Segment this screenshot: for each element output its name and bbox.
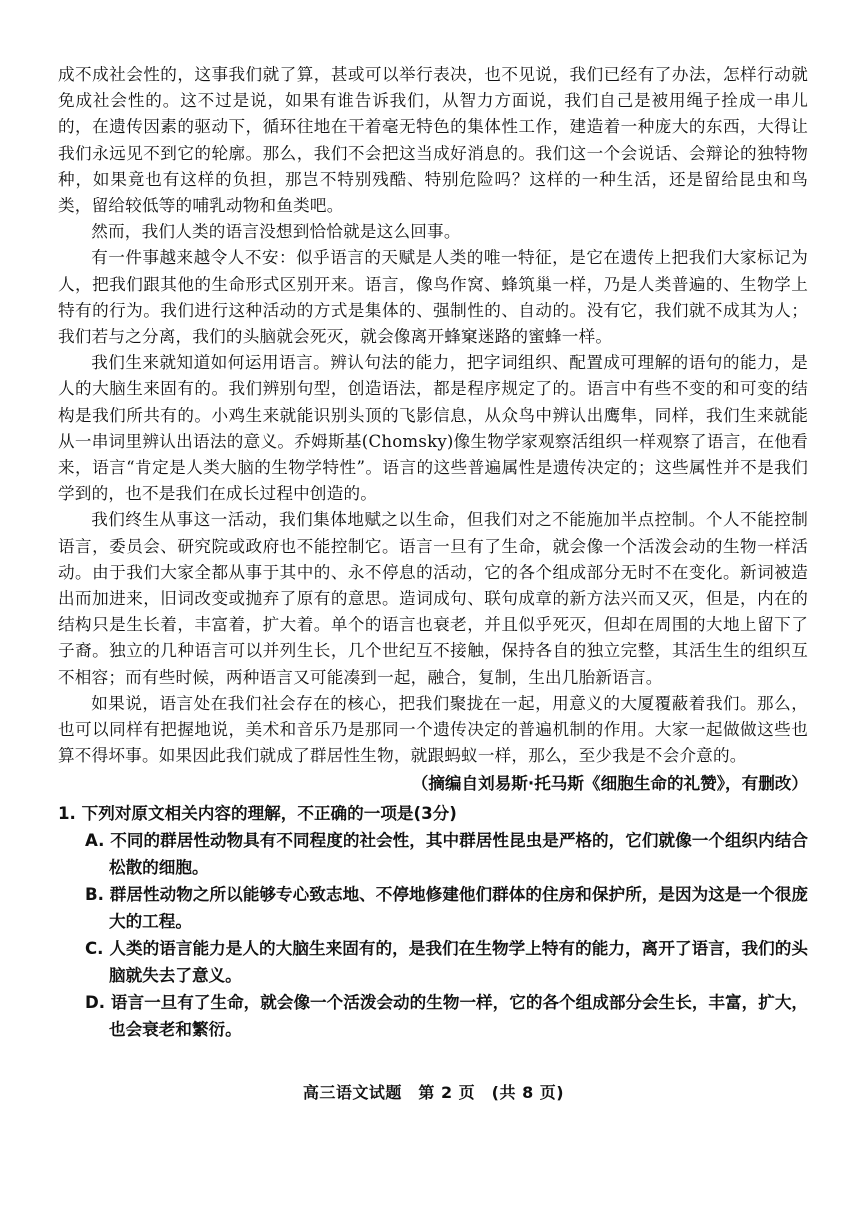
option-label: A. <box>85 830 105 850</box>
option-a <box>85 827 808 881</box>
passage-paragraph-6: 如果说，语言处在我们社会存在的核心，把我们聚拢在一起，用意义的大厦覆蔽着我们。那么，也可以同样有把握地说，美术和音乐乃是那同一个遗传决定的普遍机制的作用。大家一起做做这些也算不得坏事。如果因此我们就成了群居性生物，就跟蚂蚁一样，那么，至少我是不会介意的。 <box>58 693 808 766</box>
option-label: D. <box>85 992 106 1012</box>
option-label: C. <box>85 938 104 958</box>
option-text: 群居性动物之所以能够专心致志地、不停地修建他们群体的住房和保护所，是因为这是一个很庞大的工程。 <box>109 884 808 931</box>
passage <box>58 62 808 798</box>
option-c <box>85 935 808 989</box>
option-text: 语言一旦有了生命，就会像一个活泼会动的生物一样，它的各个组成部分会生长，丰富，扩大，也会衰老和繁衍。 <box>109 992 809 1039</box>
option-text: 不同的群居性动物具有不同程度的社会性，其中群居性昆虫是严格的，它们就像一个组织内结合松散的细胞。 <box>109 830 808 877</box>
passage-paragraph-4: 我们生来就知道如何运用语言。辨认句法的能力，把字词组织、配置成可理解的语句的能力，是人的大脑生来固有的。我们辨别句型，创造语法，都是程序规定了的。语言中有些不变的和可变的结构是我们所共有的。小鸡生来就能识别头顶的飞影信息，从众鸟中辨认出鹰隼，同样，我们生来就能从一串词里辨认出语法的意义。乔姆斯基(Chomsky)像生物学家观察活组织一样观察了语言，在他看来，语言“肯定是人类大脑的生物学特性”。语言的这些普遍属性是遗传决定的；这些属性并不是我们学到的，也不是我们在成长过程中创造的。 <box>58 353 808 504</box>
passage-paragraph-5: 我们终生从事这一活动，我们集体地赋之以生命，但我们对之不能施加半点控制。个人不能控制语言，委员会、研究院或政府也不能控制它。语言一旦有了生命，就会像一个活泼会动的生物一样活动。由于我们大家全都从事于其中的、永不停息的活动，它的各个组成部分无时不在变化。新词被造出而加进来，旧词改变或抛弃了原有的意思。造词成句、联句成章的新方法兴而又灭，但是，内在的结构只是生长着，丰富着，扩大着。单个的语言也衰老，并且似乎死灭，但却在周围的大地上留下了子裔。独立的几种语言可以并列生长，几个世纪互不接触，保持各自的独立完整，其活生生的组织互不相容；而有些时候，两种语言又可能凑到一起，融合，复制，生出几胎新语言。 <box>58 510 808 687</box>
question-stem: 1. 下列对原文相关内容的理解，不正确的一项是(3分) <box>58 803 457 823</box>
page-footer: 高三语文试题 第 2 页 (共 8 页) <box>302 1083 565 1102</box>
exam-page <box>58 62 808 1043</box>
option-b <box>85 881 808 935</box>
passage-paragraph-3: 有一件事越来越令人不安：似乎语言的天赋是人类的唯一特征，是它在遗传上把我们大家标记为人，把我们跟其他的生命形式区别开来。语言，像鸟作窝、蜂筑巢一样，乃是人类普遍的、生物学上特有的行为。我们进行这种活动的方式是集体的、强制性的、自动的。没有它，我们就不成其为人；我们若与之分离，我们的头脑就会死灭，就会像离开蜂窠迷路的蜜蜂一样。 <box>58 248 808 347</box>
question-1 <box>58 800 808 1043</box>
option-d <box>85 989 808 1043</box>
passage-paragraph-2: 然而，我们人类的语言没想到恰恰就是这么回事。 <box>91 222 461 242</box>
option-label: B. <box>85 884 104 904</box>
passage-source: （摘编自刘易斯·托马斯《细胞生命的礼赞》，有删改） <box>411 774 808 794</box>
passage-paragraph-1: 成不成社会性的，这事我们就了算，甚或可以举行表决，也不见说，我们已经有了办法，怎样行动就免成社会性的。这不过是说，如果有谁告诉我们，从智力方面说，我们自己是被用绳子拴成一串儿的，在遗传因素的驱动下，循环往地在干着毫无特色的集体性工作，建造着一种庞大的东西，大得让我们永远见不到它的轮廓。那么，我们不会把这当成好消息的。我们这一个会说话、会辩论的独特物种，如果竟也有这样的负担，那岂不特别残酷、特别危险吗？这样的一种生活，还是留给昆虫和鸟类，留给较低等的哺乳动物和鱼类吧。 <box>58 65 808 216</box>
option-text: 人类的语言能力是人的大脑生来固有的，是我们在生物学上特有的能力，离开了语言，我们的头脑就失去了意义。 <box>109 938 809 985</box>
